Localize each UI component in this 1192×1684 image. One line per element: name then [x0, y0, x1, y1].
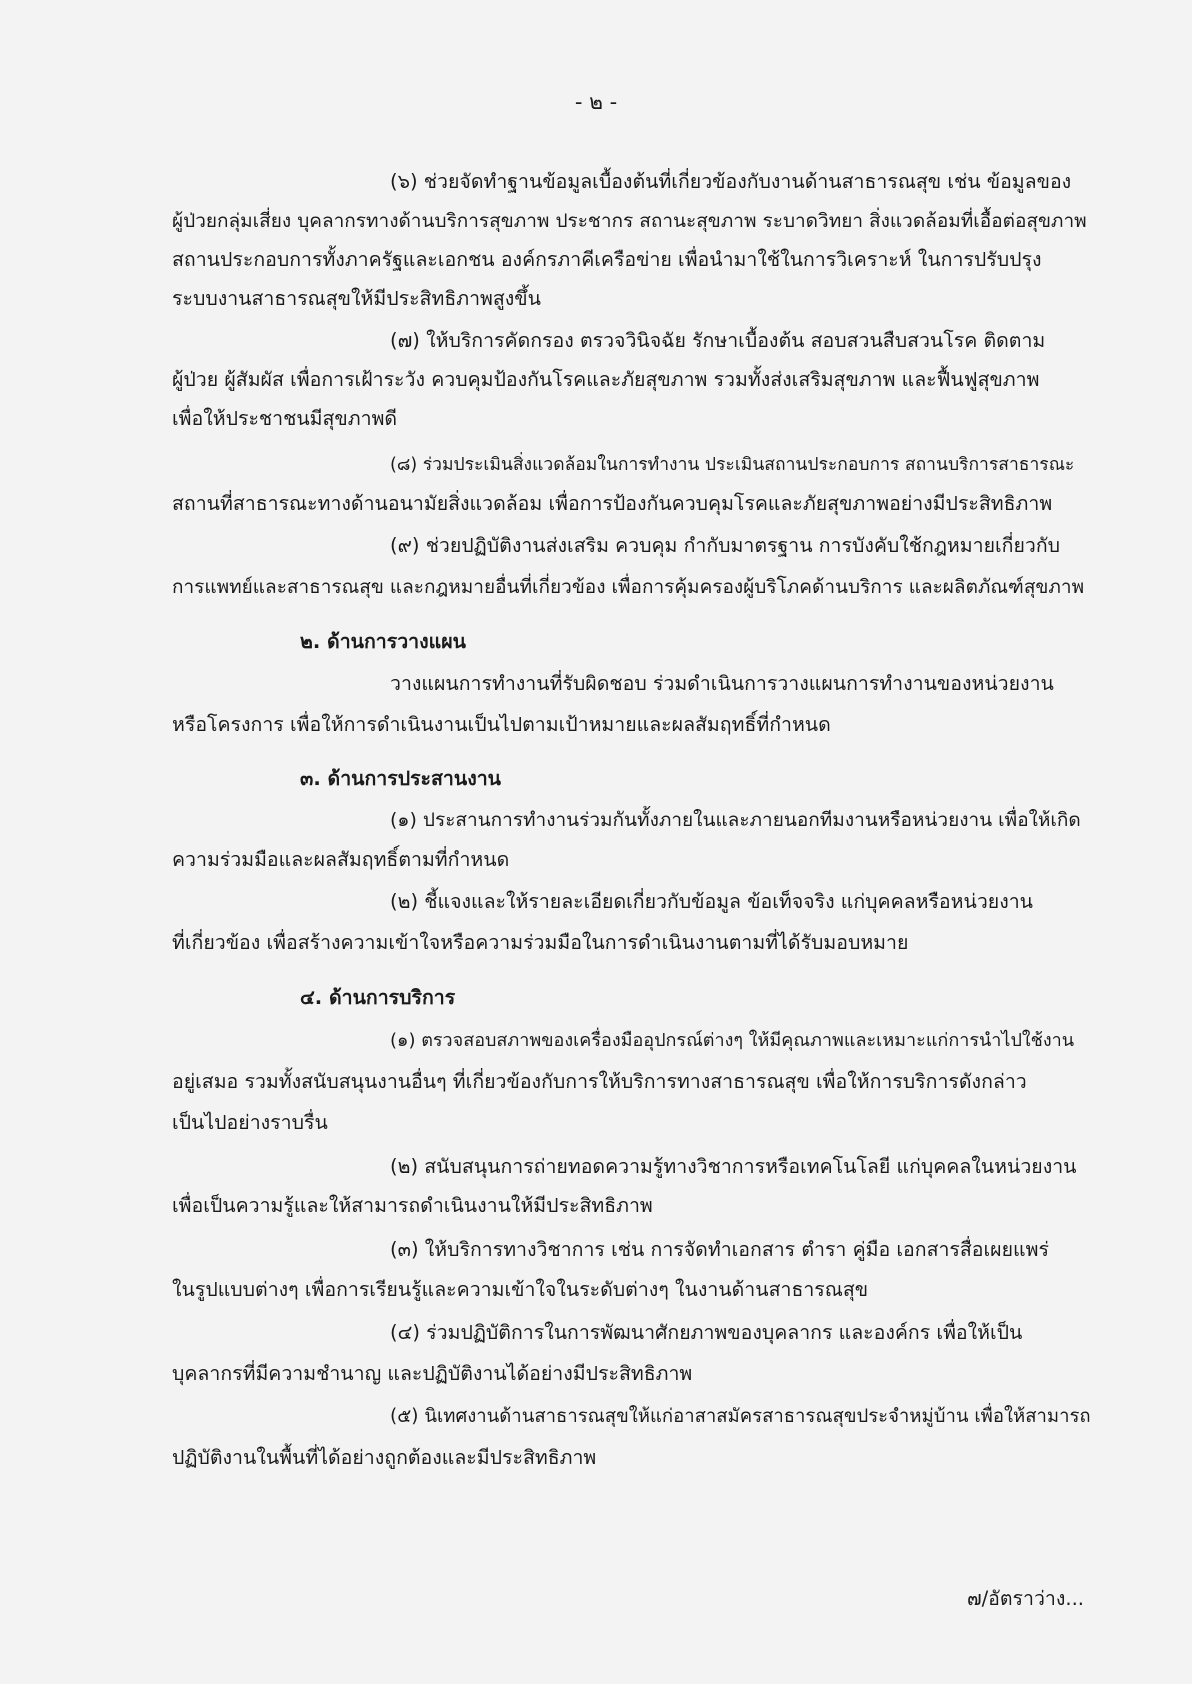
section4-item1-line1: (๑) ตรวจสอบสภาพของเครื่องมืออุปกรณ์ต่างๆ ให้มีคุณภาพและเหมาะแก่การนำไปใช้งาน: [390, 1030, 1075, 1051]
section2-line2: หรือโครงการ เพื่อให้การดำเนินงานเป็นไปตามเป้าหมายและผลสัมฤทธิ์ที่กำหนด: [172, 713, 831, 736]
section4-item5-line2: ปฏิบัติงานในพื้นที่ได้อย่างถูกต้องและมีประสิทธิภาพ: [172, 1446, 597, 1469]
section4-item1-line2: อยู่เสมอ รวมทั้งสนับสนุนงานอื่นๆ ที่เกี่ยวข้องกับการให้บริการทางสาธารณสุข เพื่อให้การบริการดังกล่าว: [172, 1070, 1027, 1093]
item6-line3: สถานประกอบการทั้งภาครัฐและเอกชน องค์กรภาคีเครือข่าย เพื่อนำมาใช้ในการวิเคราะห์ ในการปรับปรุง: [172, 248, 1042, 271]
section3-item2-line2: ที่เกี่ยวข้อง เพื่อสร้างความเข้าใจหรือความร่วมมือในการดำเนินงานตามที่ได้รับมอบหมาย: [172, 931, 909, 954]
section4-item4-line1: (๔) ร่วมปฏิบัติการในการพัฒนาศักยภาพของบุคลากร และองค์กร เพื่อให้เป็น: [390, 1321, 1023, 1344]
item6-line2: ผู้ป่วยกลุ่มเสี่ยง บุคลากรทางด้านบริการสุขภาพ ประชากร สถานะสุขภาพ ระบาดวิทยา สิ่งแวดล้อมที่เอื้อต่อสุขภาพ: [172, 210, 1087, 232]
section3-item2-line1: (๒) ชี้แจงและให้รายละเอียดเกี่ยวกับข้อมูล ข้อเท็จจริง แก่บุคคลหรือหน่วยงาน: [390, 890, 1033, 913]
item8-line1: (๘) ร่วมประเมินสิ่งแวดล้อมในการทำงาน ประเมินสถานประกอบการ สถานบริการสาธารณะ: [390, 455, 1075, 475]
section4-item3-line1: (๓) ให้บริการทางวิชาการ เช่น การจัดทำเอกสาร ตำรา คู่มือ เอกสารสื่อเผยแพร่: [390, 1238, 1049, 1261]
item7-line3: เพื่อให้ประชาชนมีสุขภาพดี: [172, 407, 398, 430]
section4-heading: ๔. ด้านการบริการ: [300, 986, 456, 1009]
section4-item4-line2: บุคลากรที่มีความชำนาญ และปฏิบัติงานได้อย่างมีประสิทธิภาพ: [172, 1362, 693, 1385]
section4-item1-line3: เป็นไปอย่างราบรื่น: [172, 1111, 328, 1134]
item6-line4: ระบบงานสาธารณสุขให้มีประสิทธิภาพสูงขึ้น: [172, 287, 541, 310]
section4-item2-line2: เพื่อเป็นความรู้และให้สามารถดำเนินงานให้มีประสิทธิภาพ: [172, 1194, 653, 1217]
page-number: - ๒ -: [574, 90, 618, 114]
item7-line2: ผู้ป่วย ผู้สัมผัส เพื่อการเฝ้าระวัง ควบคุมป้องกันโรคและภัยสุขภาพ รวมทั้งส่งเสริมสุขภาพ และฟื้นฟูสุขภาพ: [172, 368, 1040, 391]
item9-line1: (๙) ช่วยปฏิบัติงานส่งเสริม ควบคุม กำกับมาตรฐาน การบังคับใช้กฎหมายเกี่ยวกับ: [390, 534, 1061, 557]
item9-line2: การแพทย์และสาธารณสุข และกฎหมายอื่นที่เกี่ยวข้อง เพื่อการคุ้มครองผู้บริโภคด้านบริการ และผลิตภัณฑ์สุขภาพ: [172, 576, 1085, 598]
section4-item3-line2: ในรูปแบบต่างๆ เพื่อการเรียนรู้และความเข้าใจในระดับต่างๆ ในงานด้านสาธารณสุข: [172, 1278, 869, 1301]
item6-line1: (๖) ช่วยจัดทำฐานข้อมูลเบื้องต้นที่เกี่ยวข้องกับงานด้านสาธารณสุข เช่น ข้อมูลของ: [390, 170, 1072, 193]
section2-heading: ๒. ด้านการวางแผน: [300, 630, 466, 653]
section3-item1-line2: ความร่วมมือและผลสัมฤทธิ์ตามที่กำหนด: [172, 848, 510, 871]
item8-line2: สถานที่สาธารณะทางด้านอนามัยสิ่งแวดล้อม เพื่อการป้องกันควบคุมโรคและภัยสุขภาพอย่างมีประสิทธิภาพ: [172, 492, 1053, 515]
section4-item5-line1: (๕) นิเทศงานด้านสาธารณสุขให้แก่อาสาสมัครสาธารณสุขประจำหมู่บ้าน เพื่อให้สามารถ: [390, 1406, 1091, 1427]
section2-line1: วางแผนการทำงานที่รับผิดชอบ ร่วมดำเนินการวางแผนการทำงานของหน่วยงาน: [390, 672, 1054, 695]
section3-item1-line1: (๑) ประสานการทำงานร่วมกันทั้งภายในและภายนอกทีมงานหรือหน่วยงาน เพื่อให้เกิด: [390, 809, 1081, 831]
section3-heading: ๓. ด้านการประสานงาน: [300, 767, 502, 790]
item7-line1: (๗) ให้บริการคัดกรอง ตรวจวินิจฉัย รักษาเบื้องต้น สอบสวนสืบสวนโรค ติดตาม: [390, 329, 1046, 352]
section4-item2-line1: (๒) สนับสนุนการถ่ายทอดความรู้ทางวิชาการหรือเทคโนโลยี แก่บุคคลในหน่วยงาน: [390, 1155, 1077, 1178]
continuation-note: ๗/อัตราว่าง...: [966, 1587, 1084, 1610]
